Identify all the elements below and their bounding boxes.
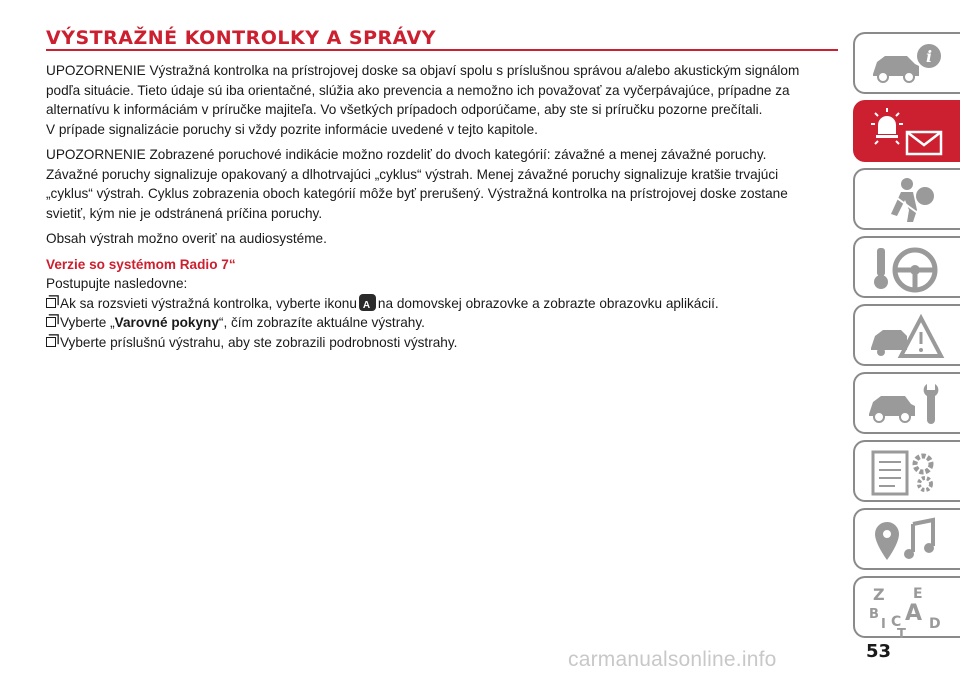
text-line: V prípade signalizácie poruchy si vždy pozrite informácie uvedené v tejto kapitole.: [46, 121, 538, 137]
text-line: podľa situácie. Tieto údaje sú iba orientačné, slúžia ako prevencia a nemožno ich považovať za vyčerpávajúce, prípadne za: [46, 82, 790, 98]
index-letter-b: B: [869, 607, 879, 622]
index-letter-z: Z: [873, 585, 885, 604]
main-content: [46, 61, 846, 352]
watermark: carmanualsonline.info: [568, 648, 777, 671]
tab-safety[interactable]: [853, 168, 960, 230]
index-letter-d: D: [929, 616, 941, 632]
step-2-text-before: Vyberte „: [60, 315, 115, 330]
step-3: [46, 333, 846, 353]
text-line: „cyklus“ výstrah. Cyklus zobrazenia oboch kategórií môže byť prerušený. Výstražná kontrolka na prístrojovej doske zostane: [46, 186, 788, 201]
multimedia-icon: [867, 516, 947, 566]
tab-emergency[interactable]: [853, 304, 960, 366]
checkbox-bullet-icon: [46, 298, 56, 308]
step-2-text-after: “, čím zobrazíte aktuálne výstrahy.: [218, 315, 425, 330]
page-title: VÝSTRAŽNÉ KONTROLKY A SPRÁVY: [46, 27, 437, 49]
car-info-icon: [867, 40, 947, 90]
tab-multimedia[interactable]: [853, 508, 960, 570]
tab-maintenance[interactable]: [853, 372, 960, 434]
index-letter-t: T: [897, 627, 906, 638]
index-letter-c: C: [891, 614, 902, 630]
text-line: Obsah výstrah možno overiť na audiosystéme.: [46, 231, 327, 246]
index-letter-i: I: [881, 617, 886, 632]
tab-starting-driving[interactable]: [853, 236, 960, 298]
warning-light-message-icon: [867, 108, 951, 160]
step-2: [46, 313, 846, 333]
title-rule: [46, 49, 838, 51]
text-line: alternatívu k informáciám v príručke majiteľa. Vo všetkých prípadoch odporúčame, aby ste si príručku pozorne prečítali.: [46, 102, 763, 117]
step-1: [46, 294, 846, 314]
step-2-bold-term: Varovné pokyny: [114, 315, 219, 330]
step-1-text-after: na domovskej obrazovke a zobrazte obrazovku aplikácií.: [377, 295, 719, 311]
apps-icon: [359, 294, 376, 311]
tab-car-info[interactable]: [853, 32, 960, 94]
info-paragraph: [46, 229, 846, 249]
tab-technical-data[interactable]: [853, 440, 960, 502]
index-letters-icon: [867, 584, 951, 638]
step-1-text-before: Ak sa rozsvieti výstražná kontrolka, vyberte ikonu: [60, 295, 357, 311]
text-line: Závažné poruchy signalizuje opakovaný a dlhotrvajúci „cyklus“ výstrah. Menej závažné poruchy signalizuje kratšie trvajúci: [46, 166, 779, 182]
warning-paragraph-1: [46, 61, 846, 139]
index-letter-e: E: [913, 586, 923, 602]
step-3-text: Vyberte príslušnú výstrahu, aby ste zobrazili podrobnosti výstrahy.: [60, 334, 458, 350]
tab-warning-lights[interactable]: [853, 100, 960, 162]
key-steering-wheel-icon: [867, 244, 947, 294]
checkbox-bullet-icon: [46, 337, 56, 347]
tab-index[interactable]: [853, 576, 960, 638]
index-letter-a: A: [905, 601, 923, 626]
checkbox-bullet-icon: [46, 317, 56, 327]
page-number: 53: [866, 641, 892, 662]
text-line: svietiť, kým nie je odstránená príčina poruchy.: [46, 205, 323, 221]
emergency-triangle-icon: [867, 312, 947, 362]
text-line: UPOZORNENIE Výstražná kontrolka na prístrojovej doske sa objaví spolu s príslušnou správou a/alebo akustickým signálom: [46, 63, 800, 78]
steps-intro: Postupujte nasledovne:: [46, 276, 188, 291]
warning-paragraph-2: [46, 145, 846, 223]
airbag-safety-icon: [867, 176, 947, 226]
svg-text:i: i: [926, 47, 933, 66]
data-gears-icon: [867, 448, 947, 498]
text-line: UPOZORNENIE Zobrazené poruchové indikácie možno rozdeliť do dvoch kategórií: závažné a menej závažné poruchy.: [46, 147, 767, 162]
section-heading: Verzie so systémom Radio 7“: [46, 256, 236, 272]
car-wrench-icon: [867, 380, 947, 430]
